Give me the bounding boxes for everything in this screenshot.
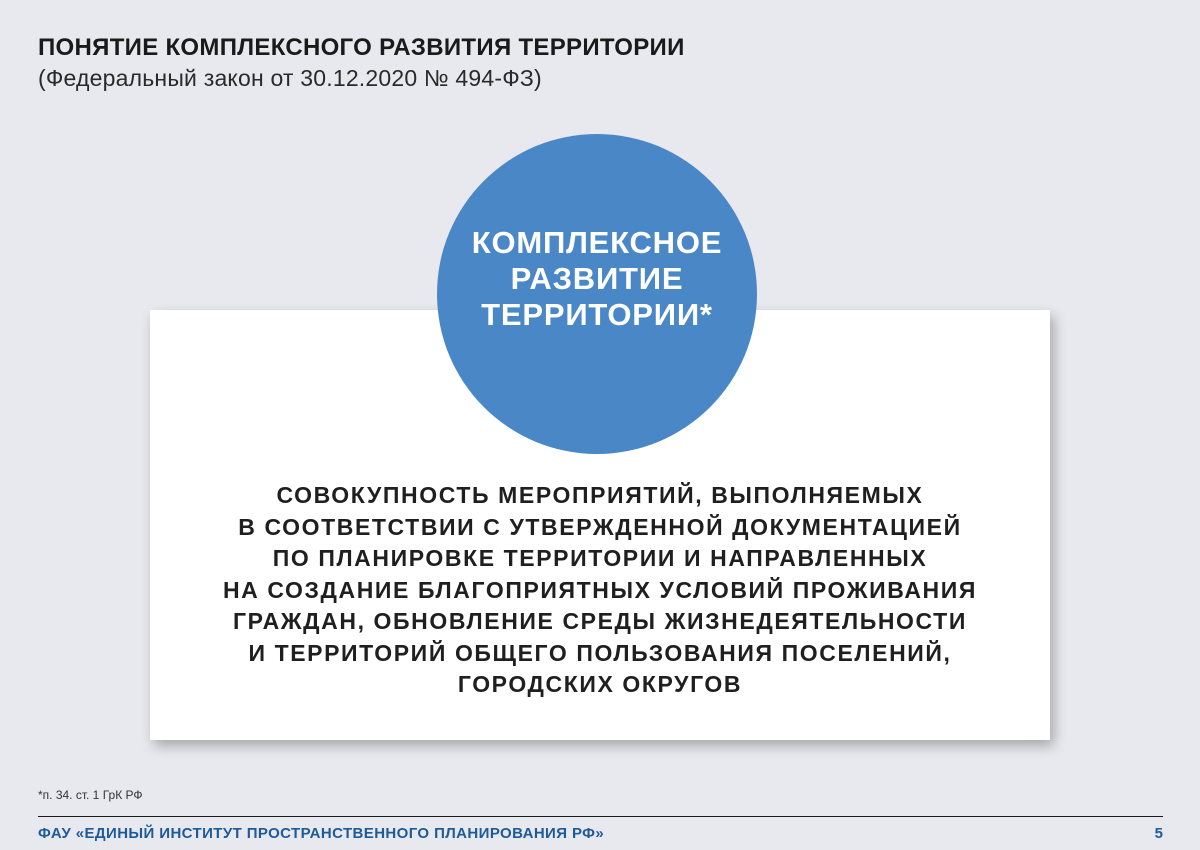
- term-line: РАЗВИТИЕ: [510, 261, 684, 296]
- definition-text: [150, 480, 1050, 701]
- slide-header: [38, 34, 1158, 92]
- footnote: *п. 34. ст. 1 ГрК РФ: [38, 788, 143, 802]
- footer-divider: [38, 816, 1163, 817]
- slide-subtitle: (Федеральный закон от 30.12.2020 № 494-ФЗ): [38, 65, 542, 91]
- definition-line: ГРАЖДАН, ОБНОВЛЕНИЕ СРЕДЫ ЖИЗНЕДЕЯТЕЛЬНОСТИ: [233, 608, 967, 634]
- term-circle: [437, 134, 757, 454]
- term-heading: [472, 225, 722, 333]
- definition-line: СОВОКУПНОСТЬ МЕРОПРИЯТИЙ, ВЫПОЛНЯЕМЫХ: [276, 482, 924, 508]
- definition-line: ПО ПЛАНИРОВКЕ ТЕРРИТОРИИ И НАПРАВЛЕННЫХ: [272, 545, 928, 571]
- definition-line: ГОРОДСКИХ ОКРУГОВ: [457, 671, 743, 697]
- definition-line: В СООТВЕТСТВИИ С УТВЕРЖДЕННОЙ ДОКУМЕНТАЦИЕЙ: [238, 513, 962, 540]
- definition-line: И ТЕРРИТОРИЙ ОБЩЕГО ПОЛЬЗОВАНИЯ ПОСЕЛЕНИЙ,: [248, 639, 952, 666]
- slide-title: ПОНЯТИЕ КОМПЛЕКСНОГО РАЗВИТИЯ ТЕРРИТОРИИ: [38, 34, 685, 61]
- term-line: ТЕРРИТОРИИ*: [481, 297, 713, 332]
- definition-line: НА СОЗДАНИЕ БЛАГОПРИЯТНЫХ УСЛОВИЙ ПРОЖИВАНИЯ: [222, 576, 978, 603]
- page-number: 5: [1154, 825, 1163, 842]
- term-line: КОМПЛЕКСНОЕ: [471, 225, 723, 260]
- footer-organization: ФАУ «ЕДИНЫЙ ИНСТИТУТ ПРОСТРАНСТВЕННОГО ПЛАНИРОВАНИЯ РФ»: [38, 825, 605, 842]
